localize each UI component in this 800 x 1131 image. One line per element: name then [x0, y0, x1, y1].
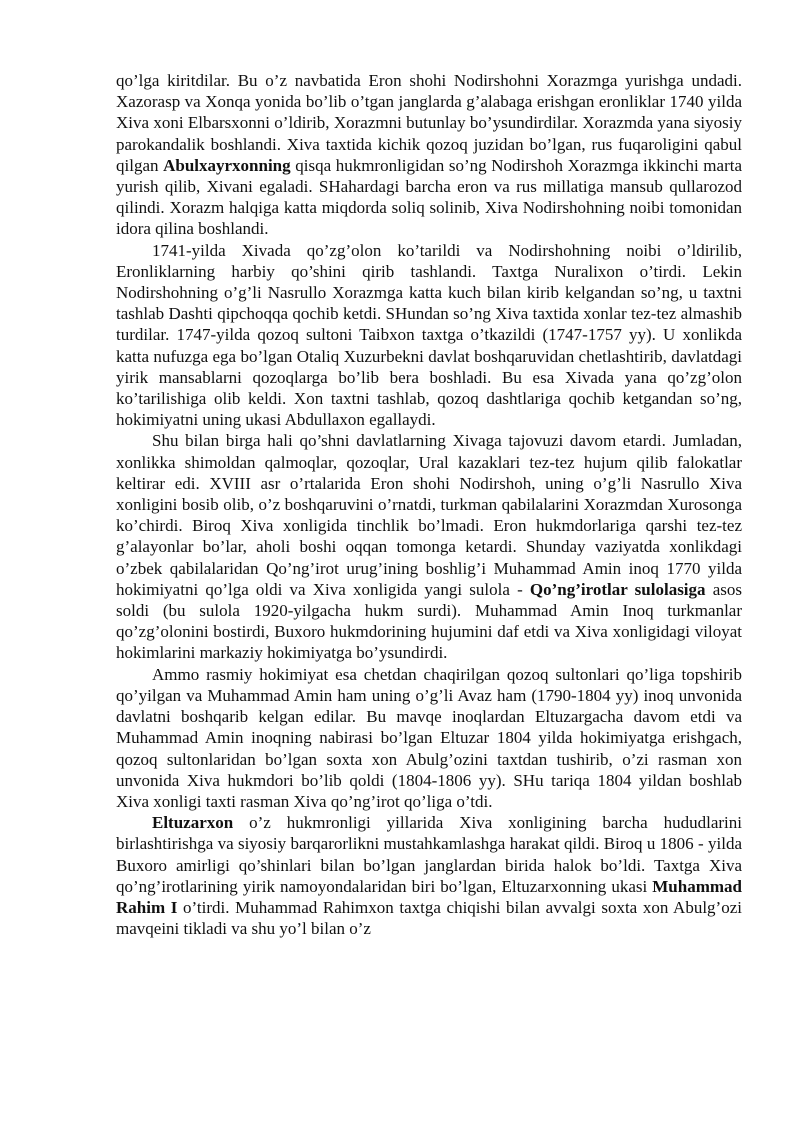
paragraph-3 [116, 430, 742, 663]
name-muhammad-rahim-i: Muhammad Rahim I [116, 876, 742, 917]
name-eltuzarxon: Eltuzarxon [152, 813, 234, 833]
term-qongirotlar-sulolasiga: Qo’ng’irotlar sulolasiga [529, 579, 706, 599]
paragraph-1-run-3: qisqa hukmronligidan so’ng Nodirshoh Xorazmga ikkinchi marta yurish qilib, Xivani egaladi. SHahardagi barcha eron va rus millatiga mansub qullarozod qilindi. Xorazm halqiga katta miqdorda soliq solinib, Xiva Nodirshohning noibi tomonidan idora qilina boshlandi. [116, 155, 743, 239]
paragraph-5-run-4: o’tirdi. Muhammad Rahimxon taxtga chiqishi bilan avvalgi soxta xon Abulg’ozi mavqeini tikladi va shu yo’l bilan o’z [116, 897, 742, 939]
paragraph-2-run-1: 1741-yilda Xivada qo’zg’olon ko’tarildi va Nodirshohning noibi o’ldirilib, Eronliklarning harbiy qo’shini qirib tashlandi. Taxtga Nuralixon o’tirdi. Lekin Nodirshohning o’g’li Nasrullo Xorazmga katta kuch bilan kirib kelgandan so’ng, u taxtni tashlab Dashti qipchoqqa qochib ketdi. SHundan so’ng Xiva taxtida xonlar tez-tez almashib turdilar. 1747-yilda qozoq sultoni Taibxon taxtga o’tkazildi (1747-1757 yy). U xonlikda katta nufuzga ega bo’lgan Otaliq Xuzurbekni davlat boshqaruvidan chetlashtirib, davlatdagi yirik mansablarni qozoqlarga bo’lib bera boshladi. Bu esa Xivada yana qo’zg’olon ko’tarilishiga olib keldi. Xon taxtni tashlab, qozoq dashtlariga qochib ketgandan so’ng, hokimiyatni uning ukasi Abdullaxon egallaydi. [116, 240, 742, 430]
name-abulxayrxonning: Abulxayrxonning [163, 155, 291, 175]
paragraph-5 [116, 812, 742, 939]
paragraph-3-run-1: Shu bilan birga hali qo’shni davlatlarning Xivaga tajovuzi davom etardi. Jumladan, xonlikka shimoldan qalmoqlar, qozoqlar, Ural kazaklari tez-tez hujum qilib falokatlar keltirar edi. XVIII asr o’rtalarida Eron shohi Nodirshoh, uning o’g’li Nasrullo Xiva xonligini bosib olib, o’z boshqaruvini o’rnatdi, turkman qabilalarini Xorazmdan Xurosonga ko’chirdi. Biroq Xiva xonligida tinchlik bo’lmadi. Eron hukmdorlariga qarshi tez-tez g’alayonlar bo’lar, aholi boshi oqqan tomonga ketardi. Shunday vaziyatda xonlikdagi o’zbek qabilalaridan Qo’ng’irot urug’ining boshlig’i Muhammad Amin inoq 1770 yilda hokimiyatni qo’lga oldi va Xiva xonligida yangi sulola - [116, 431, 742, 599]
paragraph-4 [116, 664, 742, 812]
paragraph-4-run-1: Ammo rasmiy hokimiyat esa chetdan chaqirilgan qozoq sultonlari qo’liga topshirib qo’yilgan va Muhammad Amin ham uning o’g’li Avaz ham (1790-1804 yy) inoq unvonida davlatni boshqarib kelgan edilar. Bu mavqe inoqlardan Eltuzargacha davom etdi va Muhammad Amin inoqning nabirasi bo’lgan Eltuzar 1804 yilda hokimiyatga erishgach, qozoq sultonlaridan bo’lgan soxta xon Abulg’ozini taxtdan tushirib, o’zi rasman xon unvonida Xiva hukmdori bo’lib qoldi (1804-1806 yy). SHu tariqa 1804 yildan boshlab Xiva xonligi taxti rasman Xiva qo’ng’irot qo’liga o’tdi. [116, 664, 742, 811]
paragraph-2 [116, 240, 742, 431]
paragraph-1-run-1: qo’lga kiritdilar. Bu o’z navbatida Eron shohi Nodirshohni Xorazmga yurishga undadi. Xazorasp va Xonqa yonida bo’lib o’tgan janglarda g’alabaga erishgan eronliklar 1740 yilda Xiva xoni Elbarsxonni o’ldirib, Xorazmni butunlay bo’ysundirdilar. Xorazmda yana siyosiy parokandalik boshlandi. Xiva taxtida kichik qozoq juzidan bo’lgan, rus fuqaroligini qabul qilgan [116, 71, 742, 175]
document-page [116, 70, 742, 939]
paragraph-1 [116, 70, 742, 240]
paragraph-3-run-3: asos soldi (bu sulola 1920-yilgacha hukm surdi). Muhammad Amin Inoq turkmanlar qo’zg’olonini bostirdi, Buxoro hukmdorining hujumini daf etdi va Xiva xonligidagi viloyat hokimlarini markaziy hokimiyatga bo’ysundirdi. [116, 579, 742, 663]
paragraph-5-run-2: o’z hukmronligi yillarida Xiva xonligining barcha hududlarini birlashtirishga va siyosiy barqarorlikni mustahkamlashga harakat qildi. Biroq u 1806 - yilda Buxoro amirligi qo’shinlari bilan bo’lgan janglardan birida halok bo’ldi. Taxtga Xiva qo’ng’irotlarining yirik namoyondalaridan biri bo’lgan, Eltuzarxonning ukasi [116, 813, 742, 896]
